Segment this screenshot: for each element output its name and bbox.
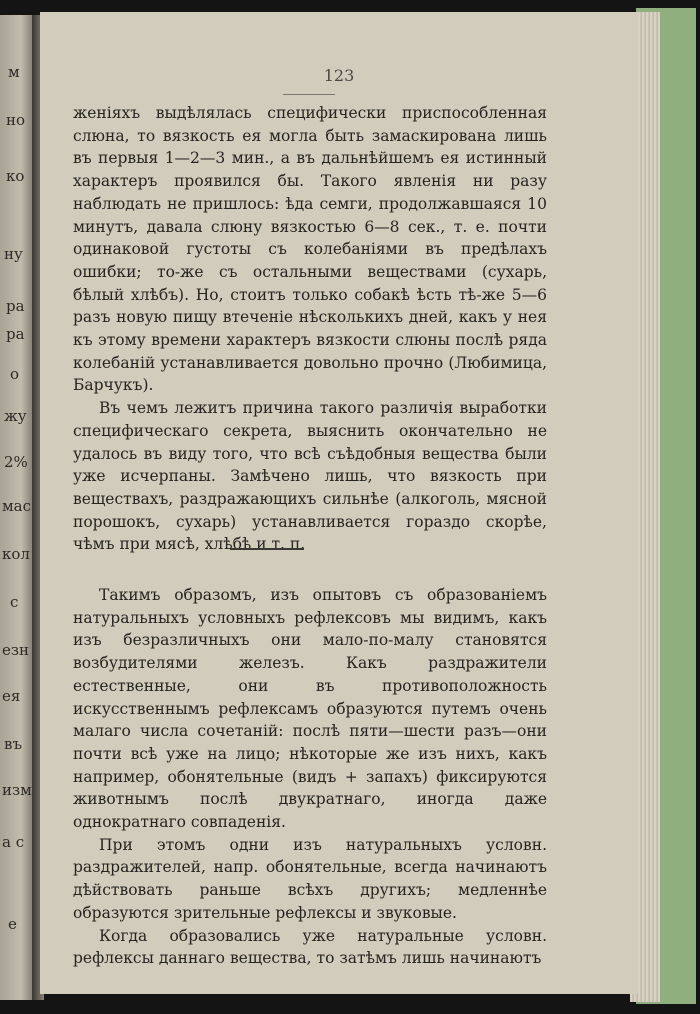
left-page-text: ко <box>6 167 25 185</box>
left-page-text: въ <box>4 735 22 753</box>
left-page-text: ну <box>4 245 23 263</box>
left-page-text: но <box>6 111 26 129</box>
book-page <box>40 12 638 994</box>
text-block-bottom <box>73 584 547 970</box>
page-number-rule <box>283 94 335 95</box>
left-page-text: м <box>8 63 20 81</box>
paragraph: Въ чемъ лежитъ причина такого различія выработки специфическаго секрета, выяснить окончательно не удалось въ виду того, что всѣ съѣдобныя вещества были уже исчерпаны. Замѣчено лишь, что вязкость при веществахъ, раздражающихъ сильнѣе (алкоголь, мясной порошокъ, сухарь) устанавливается гораздо скорѣе, чѣмъ при мясѣ, хлѣбѣ и т. п. <box>73 399 547 554</box>
left-page-text: кол <box>2 545 30 563</box>
section-divider <box>230 548 304 550</box>
paragraph: женіяхъ выдѣлялась специфически приспособленная слюна, то вязкость ея могла быть замаскирована лишь въ первыя 1—2—3 мин., а въ дальнѣйшемъ ея истинный характеръ проявился бы. Такого явленія ни разу наблюдать не пришлось: ѣда семги, продолжавшаяся 10 минутъ, давала слюну вязкостью 6—8 сек., т. е. почти одинаковой густоты съ колебаніями въ предѣлахъ ошибки; то-же съ остальными веществами (сухарь, бѣлый хлѣбъ). Но, стоитъ только собакѣ ѣсть тѣ-же 5—6 разъ новую пищу втеченіе нѣсколькихъ дней, какъ у нея къ этому времени характеръ вязкости слюны послѣ ряда колебаній устанавливается довольно прочно (Любимица, Барчукъ). <box>73 104 547 395</box>
left-page-text: изм <box>2 781 32 799</box>
paragraph: При этомъ одни изъ натуральныхъ условн. раздражителей, напр. обонятельные, всегда начинаютъ дѣйствовать раньше всѣхъ другихъ; медленнѣе образуются зрительные рефлексы и звуковые. <box>73 835 547 922</box>
left-page-text: жу <box>4 407 27 425</box>
left-page-text: мас <box>2 497 32 515</box>
left-page-text: 2% <box>4 453 28 471</box>
left-page-text: ра <box>6 325 25 343</box>
paragraph: Такимъ образомъ, изъ опытовъ съ образованіемъ натуральныхъ условныхъ рефлексовъ мы видимъ, какъ изъ безразличныхъ они мало-по-малу становятся возбудителями железъ. Какъ раздражители естественные, они въ противоположность искусственнымъ рефлексамъ образуются путемъ очень малаго числа сочетаній: послѣ пяти—шести разъ—они почти всѣ уже на лицо; нѣкоторые же изъ нихъ, какъ например, обонятельные (видъ + запахъ) фиксируются животнымъ послѣ двукратнаго, иногда даже однократнаго совпаденія. <box>73 586 547 832</box>
page-number: 123 <box>323 66 355 85</box>
paragraph: Когда образовались уже натуральные условн. рефлексы даннаго вещества, то затѣмъ лишь начинаютъ <box>73 926 547 968</box>
left-page-text: о <box>10 365 20 383</box>
left-page-text: ра <box>6 297 25 315</box>
left-page-text: езн <box>2 641 30 659</box>
left-page-text: ея <box>2 687 21 705</box>
left-page-text: а с <box>2 833 25 851</box>
text-block-top <box>73 102 547 556</box>
left-page-text: е <box>8 915 17 933</box>
left-page-text: с <box>10 593 19 611</box>
